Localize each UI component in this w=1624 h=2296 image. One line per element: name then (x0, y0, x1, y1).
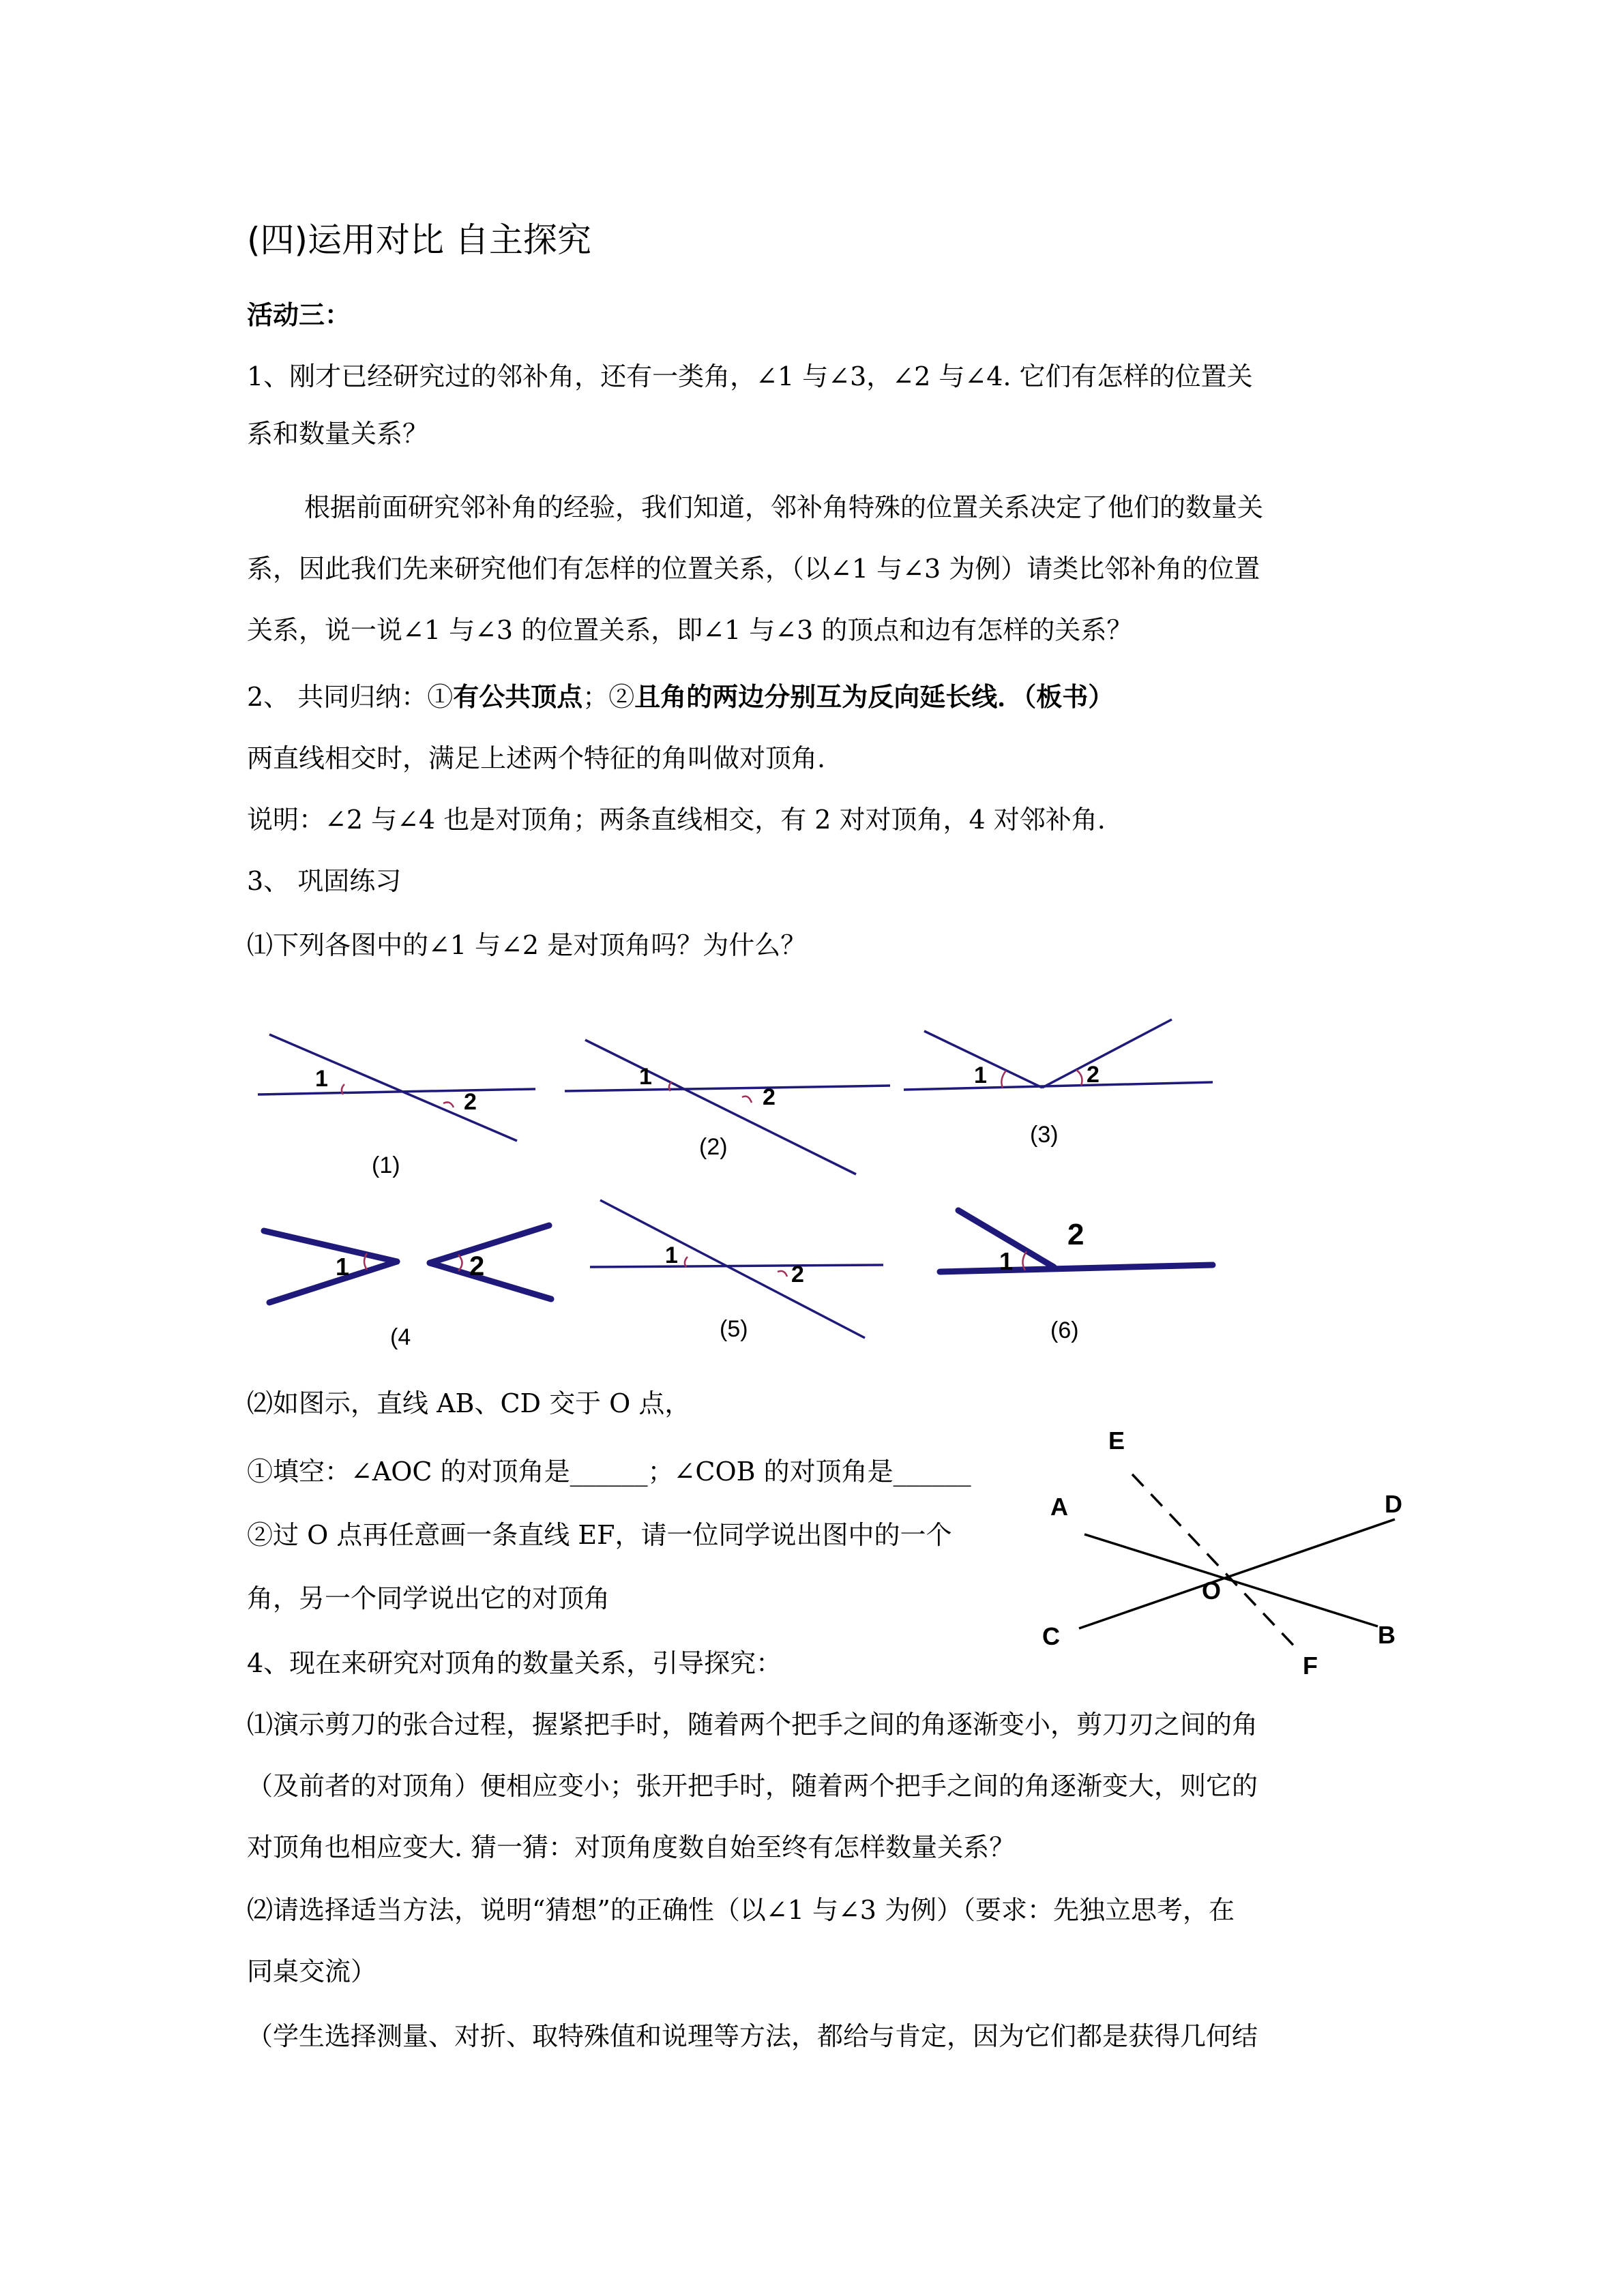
label-d: D (1385, 1490, 1402, 1518)
fig5-label-2: 2 (791, 1262, 804, 1287)
fig2-label-2: 2 (763, 1084, 776, 1110)
paragraph-line: （及前者的对顶角）便相应变小；张开把手时，随着两个把手之间的角逐渐变大，则它的 (247, 1771, 1258, 1801)
label-f: F (1303, 1652, 1318, 1680)
paragraph-line: 1、刚才已经研究过的邻补角，还有一类角，∠1 与∠3，∠2 与∠4. 它们有怎样的位置关 (247, 361, 1253, 391)
label-c: C (1042, 1622, 1060, 1650)
fig1-label-2: 2 (464, 1089, 477, 1115)
activity-label: 活动三： (247, 300, 351, 330)
label-o: O (1202, 1577, 1222, 1605)
fig1-label-1: 1 (315, 1066, 328, 1092)
fig3-caption: (3) (1030, 1122, 1059, 1148)
fig1-caption: (1) (372, 1152, 400, 1178)
fig5-caption: (5) (720, 1316, 748, 1342)
paragraph-line: （学生选择测量、对折、取特殊值和说理等方法，都给与肯定，因为它们都是获得几何结 (247, 2021, 1258, 2051)
fig4-caption: (4 (390, 1324, 411, 1350)
summary-separator: ；② (582, 682, 635, 712)
fig6-label-1: 1 (999, 1247, 1014, 1275)
paragraph-line: 根据前面研究邻补角的经验，我们知道，邻补角特殊的位置关系决定了他们的数量关 (304, 492, 1264, 522)
fig6-label-2: 2 (1067, 1218, 1084, 1251)
fig3-label-1: 1 (974, 1062, 987, 1088)
paragraph-line: 关系，说一说∠1 与∠3 的位置关系，即∠1 与∠3 的顶点和边有怎样的关系？ (247, 615, 1133, 645)
question-2-draw: 角，另一个同学说出它的对顶角 (247, 1583, 610, 1613)
fig5-label-1: 1 (665, 1242, 678, 1268)
paragraph-line: 系，因此我们先来研究他们有怎样的位置关系，（以∠1 与∠3 为例）请类比邻补角的位置 (247, 554, 1260, 584)
fig3-label-2: 2 (1087, 1062, 1099, 1088)
definition-line: 两直线相交时，满足上述两个特征的角叫做对顶角. (247, 743, 826, 773)
section-heading: (四)运用对比 自主探究 (247, 220, 591, 260)
line-ef (1132, 1474, 1299, 1652)
exercise-heading: 3、 巩固练习 (247, 866, 402, 896)
summary-prefix: 2、 共同归纳：① (247, 682, 454, 712)
line-cd (1079, 1519, 1395, 1628)
question-2-draw: ②过 O 点再任意画一条直线 EF，请一位同学说出图中的一个 (247, 1520, 952, 1550)
fig4-label-2: 2 (469, 1251, 485, 1281)
paragraph-line: 4、现在来研究对顶角的数量关系，引导探究： (247, 1648, 782, 1678)
label-e: E (1108, 1427, 1125, 1455)
fig6-caption: (6) (1050, 1317, 1079, 1343)
summary-point-2: 且角的两边分别互为反向延长线．（板书） (634, 682, 1114, 712)
paragraph-line: 系和数量关系？ (247, 419, 429, 449)
paragraph-line: ⑵请选择适当方法，说明“猜想”的正确性（以∠1 与∠3 为例）（要求：先独立思考，在 (247, 1895, 1235, 1925)
summary-point-1: 有公共顶点 (453, 682, 583, 712)
label-b: B (1378, 1621, 1396, 1649)
fig4-label-1: 1 (336, 1253, 350, 1281)
fig2-caption: (2) (699, 1134, 728, 1160)
question-1: ⑴下列各图中的∠1 与∠2 是对顶角吗？为什么？ (247, 930, 807, 960)
note-line: 说明：∠2 与∠4 也是对顶角；两条直线相交，有 2 对对顶角，4 对邻补角. (247, 805, 1106, 835)
fig2-label-1: 1 (639, 1064, 652, 1090)
paragraph-line: 对顶角也相应变大. 猜一猜：对顶角度数自始至终有怎样数量关系？ (247, 1832, 1016, 1862)
label-a: A (1050, 1493, 1068, 1521)
paragraph-line: 同桌交流） (247, 1956, 377, 1986)
question-2-fill: ①填空：∠AOC 的对顶角是______；∠COB 的对顶角是______ (247, 1457, 971, 1487)
question-2-intro: ⑵如图示，直线 AB、CD 交于 O 点， (247, 1388, 691, 1418)
paragraph-line: ⑴演示剪刀的张合过程，握紧把手时，随着两个把手之间的角逐渐变小，剪刀刃之间的角 (247, 1710, 1258, 1740)
